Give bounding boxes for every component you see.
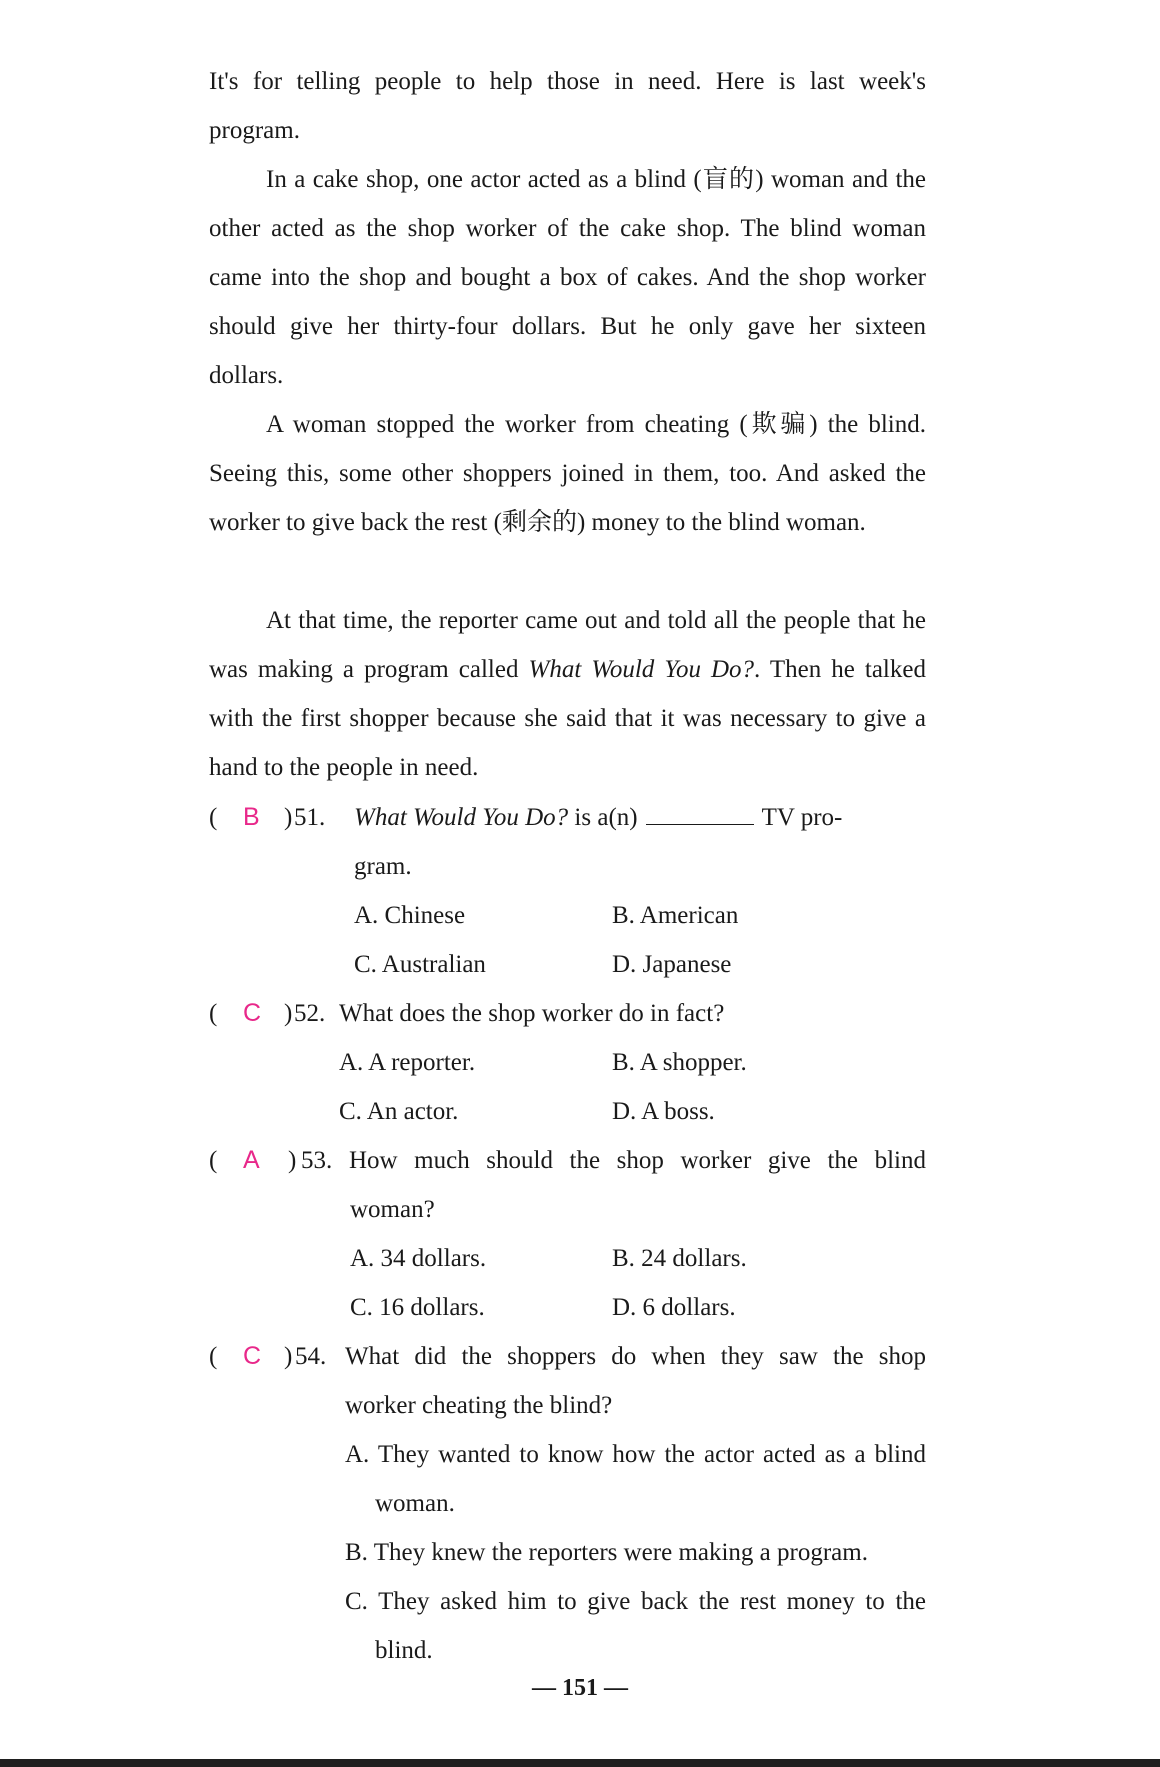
answer-paren-close: )	[284, 1343, 293, 1370]
option-d: D. 6 dollars.	[612, 1294, 736, 1321]
option-c: C. 16 dollars.	[350, 1294, 485, 1321]
question-stem	[354, 793, 926, 842]
option-d: D. A boss.	[612, 1098, 715, 1125]
answer-paren-open: (	[209, 1000, 218, 1027]
answer-mark: C	[243, 1342, 262, 1370]
option-c: C. Australian	[354, 951, 486, 978]
question-stem: What did the shoppers do when they saw the shop	[345, 1343, 926, 1370]
answer-mark: C	[243, 999, 262, 1027]
passage-line: program.	[209, 117, 300, 144]
option-b: B. They knew the reporters were making a program.	[345, 1539, 868, 1566]
question-52	[209, 989, 926, 1038]
passage-line: It's for telling people to help those in need. Here is last week's	[209, 68, 926, 95]
question-number: 52.	[294, 1000, 326, 1027]
option-b: B. A shopper.	[612, 1049, 747, 1076]
option-a: A. Chinese	[354, 902, 466, 929]
passage-paragraph-1	[209, 57, 926, 155]
passage-text: At that time, the reporter came out and told all the people that he was making a program called	[209, 607, 926, 683]
question-stem-continued: woman?	[350, 1196, 435, 1223]
answer-paren-close: )	[284, 1000, 293, 1027]
program-title: What Would You Do?	[528, 656, 755, 683]
question-53	[209, 1136, 926, 1185]
option-a: A. They wanted to know how the actor acted as a blind woman.	[345, 1441, 926, 1517]
option-b: B. American	[612, 902, 739, 929]
option-a: A. A reporter.	[339, 1049, 476, 1076]
answer-paren-close: )	[288, 1147, 297, 1174]
option-c: C. An actor.	[339, 1098, 459, 1125]
program-title: What Would You Do?	[354, 804, 569, 831]
question-54	[209, 1332, 926, 1381]
passage-paragraph-2: In a cake shop, one actor acted as a blind (盲的) woman and the other acted as the shop worker of the cake shop. The blind woman came into the shop and bought a box of cakes. And the shop worker should give her thirty-four dollars. But he only gave her sixteen dollars.	[209, 166, 926, 389]
stem-text: is a(n)	[568, 804, 638, 831]
passage-paragraph-4	[209, 596, 926, 792]
bottom-border	[0, 1759, 1160, 1767]
answer-paren-close: )	[284, 804, 293, 831]
question-stem-continued: gram.	[354, 853, 412, 880]
question-stem-continued: worker cheating the blind?	[345, 1392, 613, 1419]
page-number: — 151 —	[532, 1675, 628, 1701]
question-stem: How much should the shop worker give the blind	[349, 1147, 926, 1174]
stem-text: TV pro-	[761, 804, 843, 831]
passage-paragraph-3: A woman stopped the worker from cheating (欺骗) the blind. Seeing this, some other shoppers joined in them, too. And asked the worker to give back the rest (剩余的) money to the blind woman.	[209, 411, 926, 536]
answer-mark: A	[243, 1146, 260, 1174]
answer-paren-open: (	[209, 1147, 218, 1174]
answer-blank	[646, 798, 754, 825]
answer-mark: B	[243, 803, 260, 831]
option-a: A. 34 dollars.	[350, 1245, 487, 1272]
question-number: 51.	[294, 804, 326, 831]
passage-text: . Then he talked with the first shopper because she said that it was necessary to give a hand to the people in need.	[209, 656, 926, 781]
answer-paren-open: (	[209, 1343, 218, 1370]
answer-paren-open: (	[209, 804, 218, 831]
option-d: D. Japanese	[612, 951, 732, 978]
question-51	[209, 793, 926, 842]
option-b: B. 24 dollars.	[612, 1245, 747, 1272]
question-number: 53.	[301, 1147, 333, 1174]
question-number: 54.	[295, 1343, 327, 1370]
option-c: C. They asked him to give back the rest money to the blind.	[345, 1588, 926, 1664]
question-stem: What does the shop worker do in fact?	[339, 1000, 725, 1027]
